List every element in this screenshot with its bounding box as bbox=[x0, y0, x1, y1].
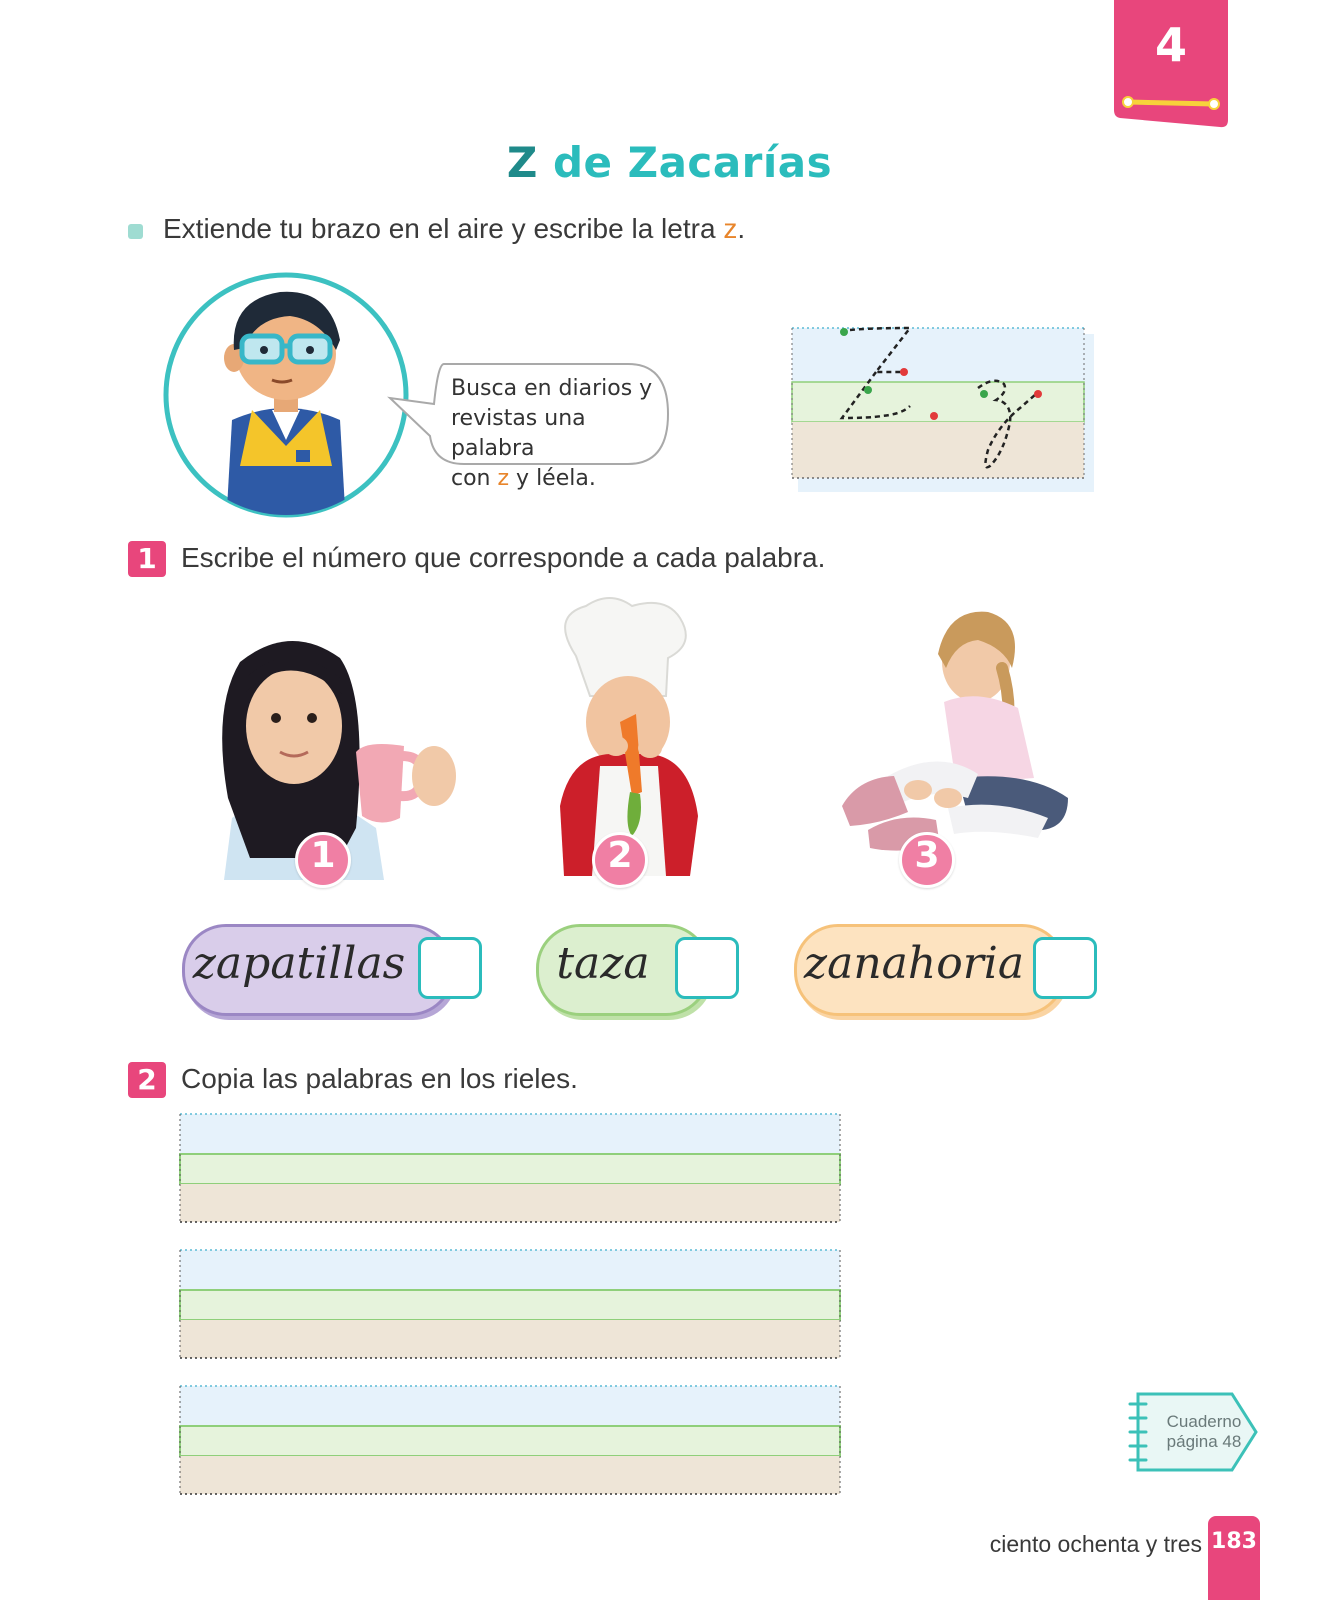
speech-line-3-letter: z bbox=[497, 466, 510, 491]
word-zanahoria: zanahoria bbox=[803, 938, 1025, 989]
writing-rail-3[interactable] bbox=[180, 1386, 840, 1494]
answer-box-taza[interactable] bbox=[675, 937, 739, 999]
speech-line-1: Busca en diarios y bbox=[451, 376, 653, 401]
activity-2-badge: 2 bbox=[128, 1062, 166, 1098]
boy-illustration-icon bbox=[160, 270, 420, 526]
instruction-text bbox=[163, 213, 745, 245]
speech-line-3-pre: con bbox=[451, 466, 498, 491]
writing-rail-2[interactable] bbox=[180, 1250, 840, 1358]
speech-line-2: revistas una palabra bbox=[451, 406, 586, 461]
photo-number-1: 1 bbox=[295, 832, 351, 888]
title-letter: Z bbox=[506, 138, 538, 187]
cuaderno-reference bbox=[1154, 1412, 1254, 1452]
bullet-icon bbox=[128, 224, 143, 239]
instruction-end: . bbox=[737, 213, 746, 244]
page-number: 183 bbox=[1211, 1529, 1257, 1554]
writing-rails bbox=[178, 1112, 844, 1502]
cuaderno-line-2: página 48 bbox=[1166, 1432, 1242, 1451]
activity-1-badge: 1 bbox=[128, 541, 166, 577]
activity-1-instruction: Escribe el número que corresponde a cada palabra. bbox=[181, 542, 826, 573]
word-taza: taza bbox=[556, 938, 650, 989]
word-zapatillas: zapatillas bbox=[192, 938, 406, 989]
speech-text bbox=[451, 374, 671, 494]
page-title bbox=[0, 138, 1339, 187]
page-number-words: ciento ochenta y tres bbox=[989, 1531, 1202, 1557]
photo-number-3: 3 bbox=[899, 832, 955, 888]
title-rest: de Zacarías bbox=[552, 138, 833, 187]
activity-2-instruction: Copia las palabras en los rieles. bbox=[181, 1063, 578, 1094]
letter-tracing-rails bbox=[790, 326, 1100, 496]
answer-box-zapatillas[interactable] bbox=[418, 937, 482, 999]
photo-number-2: 2 bbox=[592, 832, 648, 888]
girl-shoes-photo bbox=[828, 598, 1088, 870]
answer-box-zanahoria[interactable] bbox=[1033, 937, 1097, 999]
chapter-number: 4 bbox=[1154, 18, 1187, 72]
cuaderno-line-1: Cuaderno bbox=[1166, 1412, 1242, 1431]
writing-rail-1[interactable] bbox=[180, 1114, 840, 1222]
instruction-main: Extiende tu brazo en el aire y escribe la letra bbox=[163, 213, 724, 244]
speech-line-3 bbox=[451, 464, 671, 494]
instruction-letter: z bbox=[723, 213, 738, 244]
speech-line-3-post: y léela. bbox=[509, 466, 596, 491]
